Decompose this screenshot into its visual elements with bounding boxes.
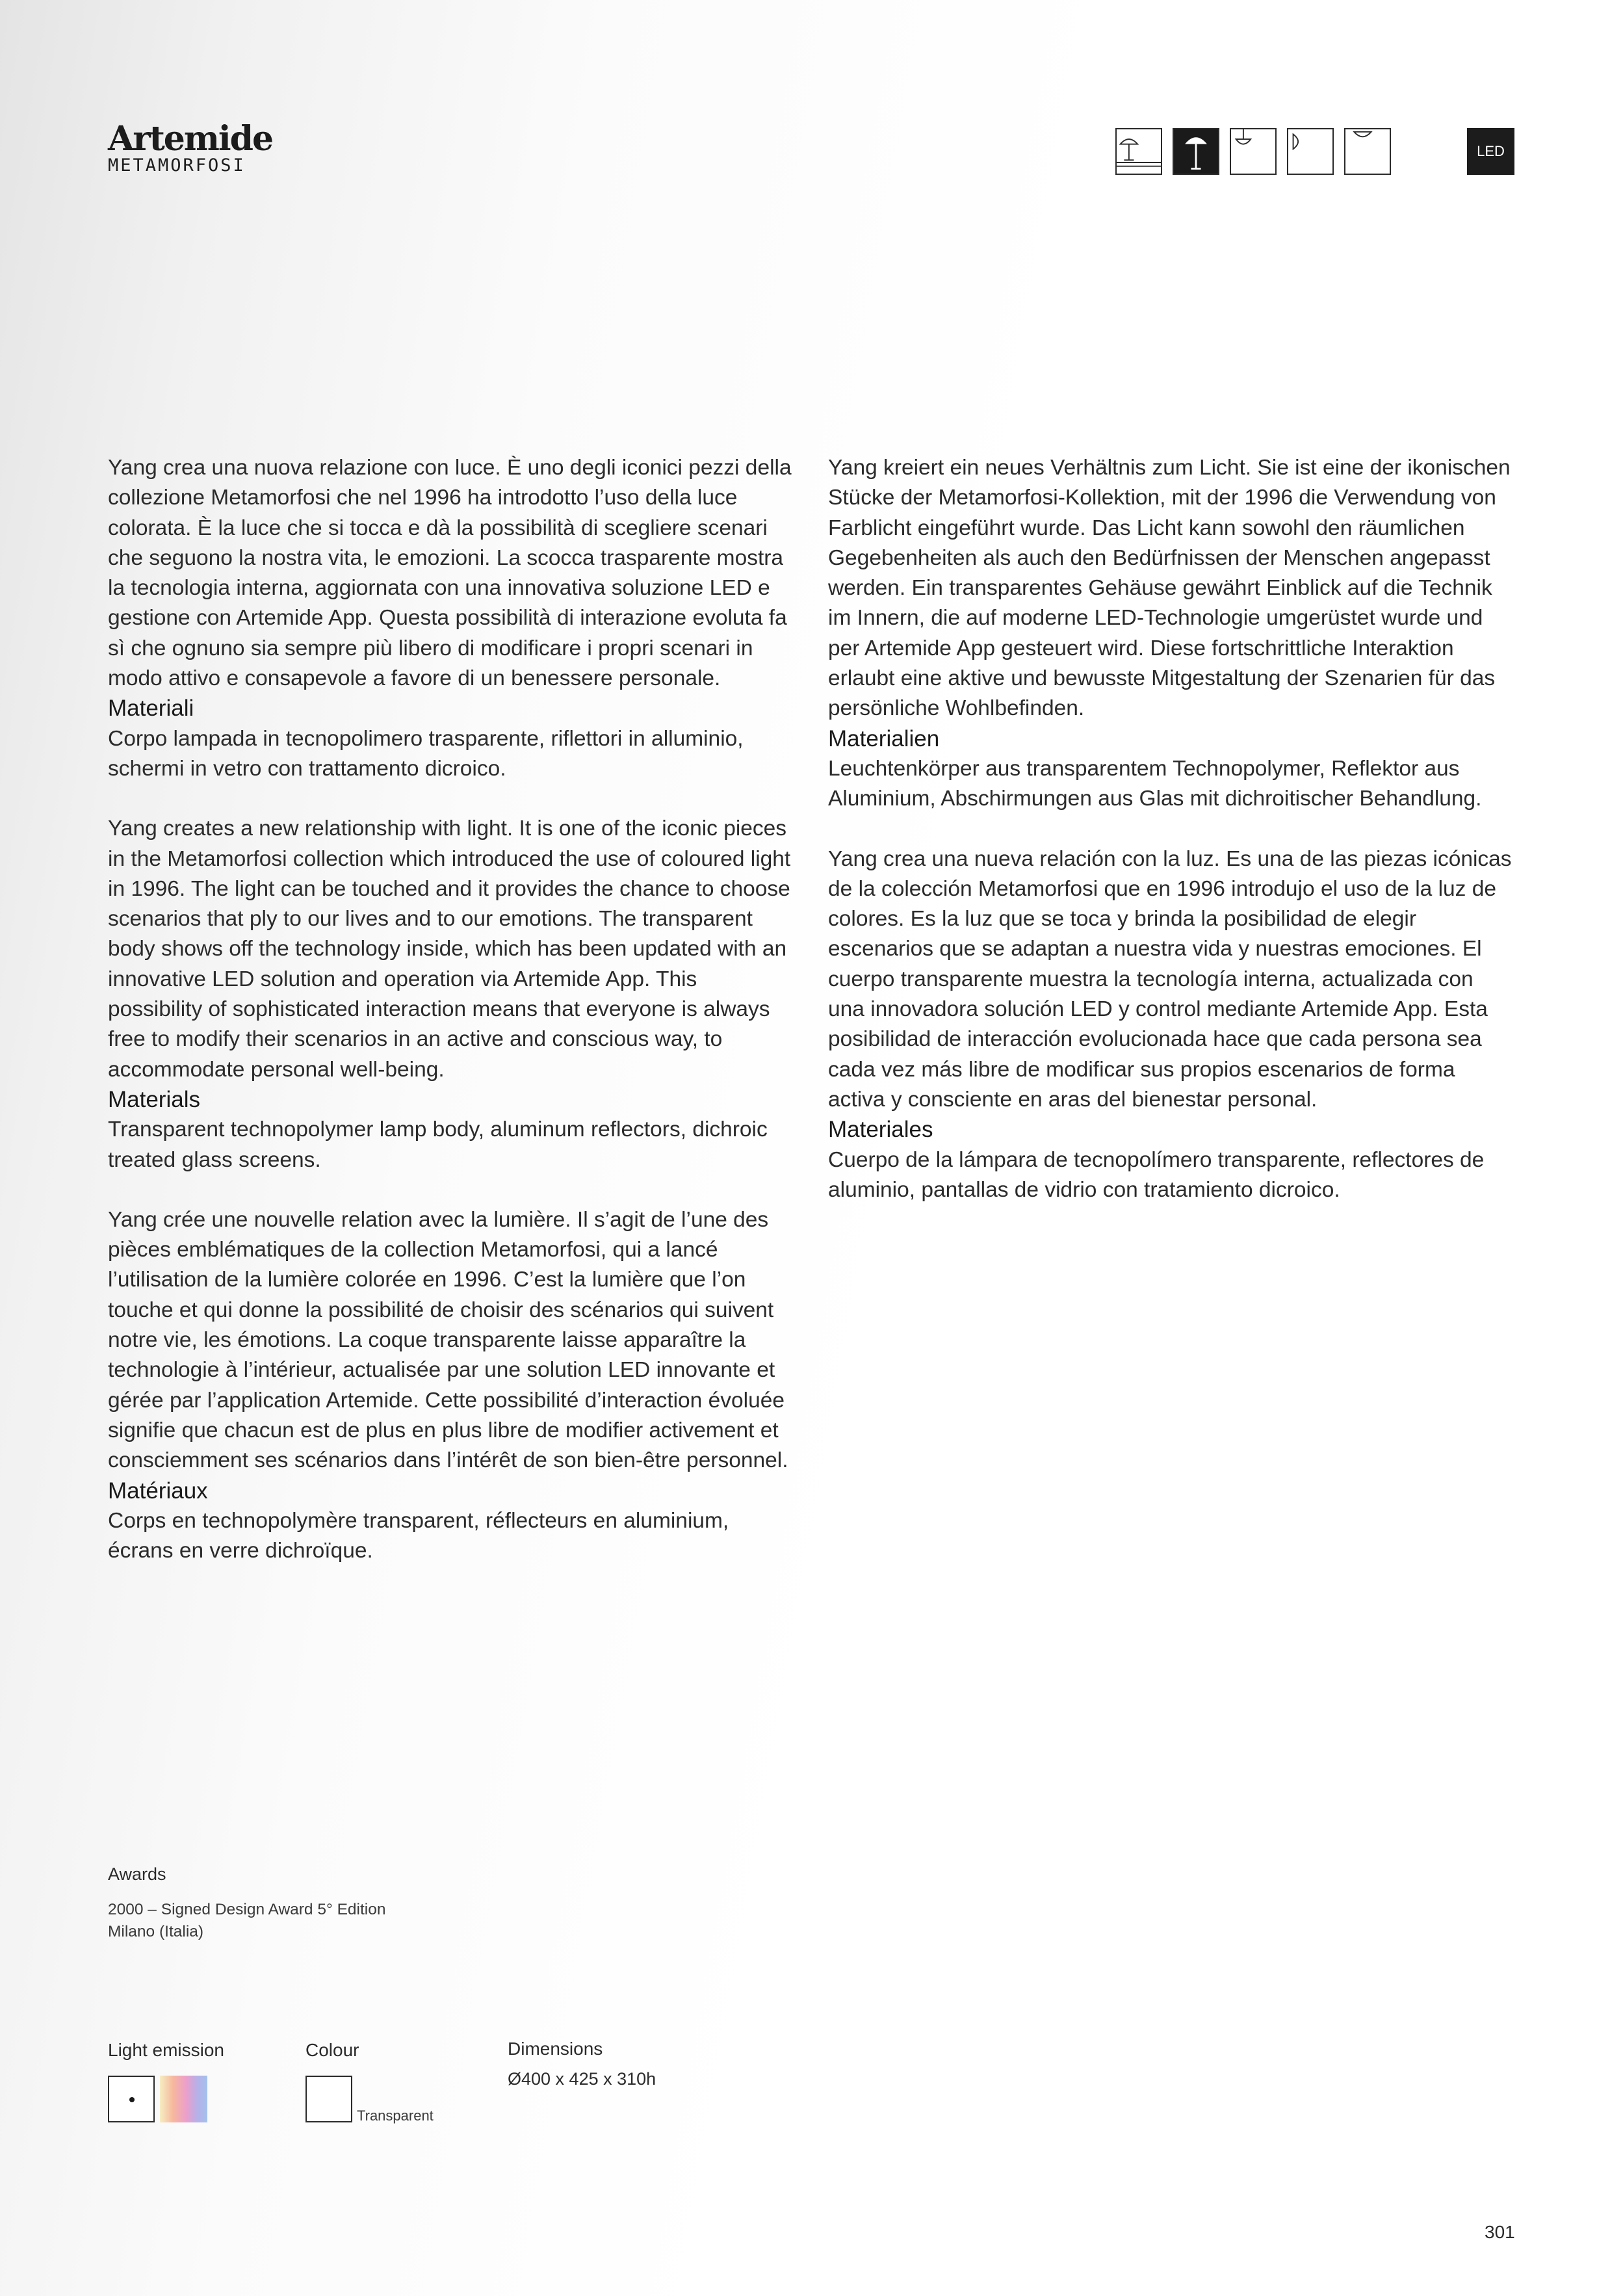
- led-badge: LED: [1467, 128, 1514, 175]
- rgb-light-swatch: [160, 2076, 207, 2122]
- description-text: Yang crea una nuova relazione con luce. È uno degli iconici pezzi della collezione Metamorfosi che nel 1996 ha introdotto l’uso della luce colorata. È la luce che si tocca e dà la possibilità di scegliere scenari che seguono la nostra vita, le emozioni. La scocca trasparente mostra la tecnologia interna, aggiornata con una innovativa soluzione LED e gestione con Artemide App. Questa possibilità di interazione evoluta fa sì che ognuno sia sempre più libero di modificare i propri scenari in modo attivo e consapevole a favore di un benessere personale.: [108, 456, 792, 691]
- materials-text: Cuerpo de la lámpara de tecnopolímero transparente, reflectores de aluminio, pantallas de vidrio con tratamiento dicroico.: [828, 1147, 1485, 1202]
- awards-section: [108, 1862, 386, 1943]
- description-fr: [108, 1205, 794, 1567]
- dimensions-spec: [508, 2037, 656, 2091]
- materials-text: Transparent technopolymer lamp body, aluminum reflectors, dichroic treated glass screens.: [108, 1117, 768, 1172]
- suspension-lamp-icon: [1230, 128, 1277, 175]
- transparent-colour-swatch: [305, 2076, 352, 2122]
- awards-title: Awards: [108, 1864, 166, 1884]
- description-text: Yang creates a new relationship with light. It is one of the iconic pieces in the Metamorfosi collection which introduced the use of coloured light in 1996. The light can be touched and it provides the chance to choose scenarios that ply to our lives and to our emotions. The transparent body shows off the technology inside, which has been updated with an innovative LED solution and operation via Artemide App. This possibility of sophisticated interaction means that everyone is always free to modify their scenarios in an active and conscious way, to accommodate personal well-being.: [108, 816, 791, 1082]
- collection-name: METAMORFOSI: [108, 155, 246, 176]
- materials-title: Materials: [108, 1086, 200, 1112]
- wall-lamp-icon: [1287, 128, 1334, 175]
- materials-text: Leuchtenkörper aus transparentem Technopolymer, Reflektor aus Aluminium, Abschirmungen aus Glas mit dichroitischer Behandlung.: [828, 756, 1482, 811]
- description-en: [108, 814, 794, 1175]
- light-emission-label: Light emission: [108, 2040, 224, 2060]
- description-es: [828, 844, 1514, 1206]
- colour-label: Colour: [305, 2040, 359, 2060]
- left-column: [108, 453, 794, 1596]
- direct-light-icon: [108, 2076, 155, 2122]
- colour-value: Transparent: [357, 2107, 434, 2124]
- description-text: Yang crea una nueva relación con la luz. Es una de las piezas icónicas de la colección Metamorfosi que en 1996 introdujo el uso de la luz de colores. Es la luz que se toca y brinda la posibilidad de elegir escenarios que se adaptan a nuestra vida y nuestras emociones. El cuerpo transparente muestra la tecnología interna, actualizada con una innovadora solución LED y control mediante Artemide App. Esta posibilidad de interacción evolucionada hace que cada persona sea cada vez más libre de modificar sus propios escenarios de forma activa y consciente en aras del bienestar personal.: [828, 846, 1512, 1112]
- ceiling-lamp-icon: [1344, 128, 1391, 175]
- award-name: 2000 – Signed Design Award 5° Edition: [108, 1901, 386, 1918]
- description-it: [108, 453, 794, 784]
- page-number: 301: [1485, 2222, 1515, 2242]
- table-lamp-icon: [1115, 128, 1162, 175]
- lamp-type-icons: [1115, 128, 1391, 175]
- materials-title: Materialien: [828, 725, 940, 751]
- right-column: [828, 453, 1514, 1235]
- materials-title: Materiali: [108, 696, 194, 722]
- floor-lamp-icon: [1173, 128, 1219, 175]
- materials-title: Materiales: [828, 1117, 933, 1143]
- brand-name: Artemide: [108, 119, 273, 159]
- description-text: Yang kreiert ein neues Verhältnis zum Licht. Sie ist eine der ikonischen Stücke der Metamorfosi-Kollektion, mit der 1996 die Verwendung von Farblicht eingeführt wurde. Das Licht kann sowohl den räumlichen Gegebenheiten als auch den Bedürfnissen der Menschen angepasst werden. Ein transparentes Gehäuse gewährt Einblick auf die Technik im Innern, die auf moderne LED-Technologie umgerüstet wurde und per Artemide App gesteuert wird. Diese fortschrittliche Interaktion erlaubt eine aktive und bewusste Mitgestaltung der Szenarien für das persönliche Wohlbefinden.: [828, 456, 1511, 721]
- dimensions-value: Ø400 x 425 x 310h: [508, 2069, 656, 2089]
- materials-text: Corpo lampada in tecnopolimero trasparente, riflettori in alluminio, schermi in vetro con trattamento dicroico.: [108, 726, 744, 781]
- light-emission-spec: [108, 2039, 224, 2062]
- award-entry: [108, 1899, 386, 1943]
- colour-spec: [305, 2039, 434, 2124]
- materials-title: Matériaux: [108, 1478, 208, 1504]
- description-de: [828, 453, 1514, 815]
- brand-logo: [108, 119, 273, 176]
- materials-text: Corps en technopolymère transparent, réflecteurs en aluminium, écrans en verre dichroïque.: [108, 1508, 729, 1563]
- description-text: Yang crée une nouvelle relation avec la lumière. Il s’agit de l’une des pièces emblématiques de la collection Metamorfosi, qui a lancé l’utilisation de la lumière colorée en 1996. C’est la lumière que l’on touche et qui donne la possibilité de choisir des scénarios qui suivent notre vie, les émotions. La coque transparente laisse apparaître la technologie à l’intérieur, actualisée par une solution LED innovante et gérée par l’application Artemide. Cette possibilité d’interaction évoluée signifie que chacun est de plus en plus libre de modifier activement et consciemment ses scénarios dans l’intérêt de son bien-être personnel.: [108, 1207, 788, 1473]
- dimensions-label: Dimensions: [508, 2039, 603, 2059]
- award-location: Milano (Italia): [108, 1923, 204, 1940]
